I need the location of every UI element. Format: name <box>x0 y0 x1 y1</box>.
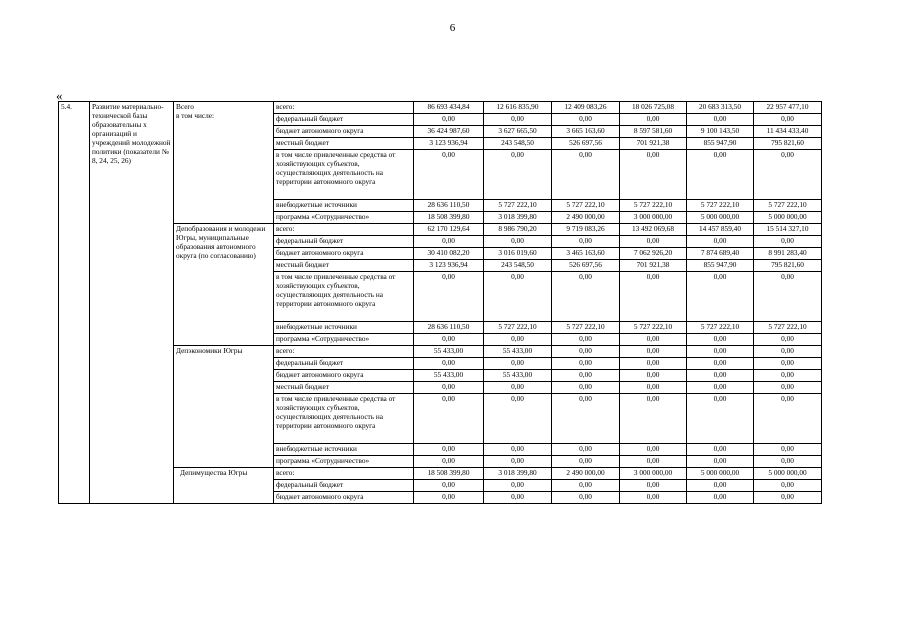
funding-source: бюджет автономного округа <box>274 126 414 138</box>
amount-cell: 9 100 143,50 <box>687 126 754 138</box>
amount-cell: 0,00 <box>754 456 822 468</box>
amount-cell: 0,00 <box>414 492 484 504</box>
amount-cell: 0,00 <box>687 150 754 200</box>
amount-cell: 55 433,00 <box>484 370 552 382</box>
executor-cell: Всего в том числе: <box>174 102 274 224</box>
opening-quote-mark: « <box>56 88 63 103</box>
amount-cell: 18 508 399,80 <box>414 212 484 224</box>
amount-cell: 0,00 <box>552 370 620 382</box>
amount-cell: 5 727 222,10 <box>484 322 552 334</box>
amount-cell: 243 548,50 <box>484 138 552 150</box>
amount-cell: 7 874 689,40 <box>687 248 754 260</box>
funding-source: всего: <box>274 468 414 480</box>
amount-cell: 0,00 <box>484 236 552 248</box>
amount-cell: 0,00 <box>687 236 754 248</box>
amount-cell: 0,00 <box>552 334 620 346</box>
amount-cell: 0,00 <box>552 272 620 322</box>
funding-source: внебюджетные источники <box>274 444 414 456</box>
amount-cell: 0,00 <box>754 444 822 456</box>
table-row <box>59 102 822 114</box>
funding-source: местный бюджет <box>274 138 414 150</box>
amount-cell: 0,00 <box>484 492 552 504</box>
amount-cell: 7 062 926,20 <box>620 248 687 260</box>
amount-cell: 3 000 000,00 <box>620 212 687 224</box>
amount-cell: 0,00 <box>687 346 754 358</box>
funding-source: местный бюджет <box>274 382 414 394</box>
amount-cell: 701 921,38 <box>620 138 687 150</box>
amount-cell: 0,00 <box>414 272 484 322</box>
amount-cell: 0,00 <box>552 236 620 248</box>
funding-source: в том числе привлеченные средства от хозяйствующих субъектов, осуществляющих деятельность на территории автономного округа <box>274 272 414 322</box>
amount-cell: 0,00 <box>552 492 620 504</box>
amount-cell: 5 727 222,10 <box>687 322 754 334</box>
amount-cell: 18 026 725,08 <box>620 102 687 114</box>
amount-cell: 0,00 <box>687 492 754 504</box>
amount-cell: 526 697,56 <box>552 260 620 272</box>
amount-cell: 0,00 <box>754 114 822 126</box>
amount-cell: 9 719 083,26 <box>552 224 620 236</box>
amount-cell: 0,00 <box>484 444 552 456</box>
funding-source: федеральный бюджет <box>274 114 414 126</box>
amount-cell: 0,00 <box>687 480 754 492</box>
amount-cell: 0,00 <box>687 382 754 394</box>
amount-cell: 55 433,00 <box>414 370 484 382</box>
amount-cell: 0,00 <box>620 480 687 492</box>
amount-cell: 243 548,50 <box>484 260 552 272</box>
amount-cell: 0,00 <box>620 370 687 382</box>
amount-cell: 28 636 110,50 <box>414 200 484 212</box>
amount-cell: 0,00 <box>414 334 484 346</box>
amount-cell: 526 697,56 <box>552 138 620 150</box>
amount-cell: 12 616 835,90 <box>484 102 552 114</box>
amount-cell: 0,00 <box>754 382 822 394</box>
amount-cell: 0,00 <box>754 346 822 358</box>
amount-cell: 0,00 <box>754 480 822 492</box>
amount-cell: 0,00 <box>687 334 754 346</box>
amount-cell: 0,00 <box>414 236 484 248</box>
amount-cell: 0,00 <box>620 358 687 370</box>
amount-cell: 5 727 222,10 <box>687 200 754 212</box>
amount-cell: 0,00 <box>414 358 484 370</box>
amount-cell: 855 947,90 <box>687 138 754 150</box>
amount-cell: 0,00 <box>552 456 620 468</box>
amount-cell: 0,00 <box>552 382 620 394</box>
amount-cell: 5 000 000,00 <box>687 468 754 480</box>
amount-cell: 0,00 <box>754 358 822 370</box>
funding-source: программа «Сотрудничество» <box>274 334 414 346</box>
funding-source: бюджет автономного округа <box>274 492 414 504</box>
row-number: 5.4. <box>59 102 90 504</box>
amount-cell: 0,00 <box>620 492 687 504</box>
amount-cell: 3 627 665,50 <box>484 126 552 138</box>
amount-cell: 11 434 433,40 <box>754 126 822 138</box>
amount-cell: 62 170 129,64 <box>414 224 484 236</box>
amount-cell: 5 000 000,00 <box>687 212 754 224</box>
amount-cell: 0,00 <box>754 394 822 444</box>
amount-cell: 855 947,90 <box>687 260 754 272</box>
amount-cell: 5 000 000,00 <box>754 468 822 480</box>
amount-cell: 5 727 222,10 <box>754 322 822 334</box>
amount-cell: 0,00 <box>620 456 687 468</box>
amount-cell: 28 636 110,50 <box>414 322 484 334</box>
amount-cell: 0,00 <box>754 334 822 346</box>
amount-cell: 0,00 <box>414 382 484 394</box>
table-row <box>59 468 822 480</box>
funding-source: в том числе привлеченные средства от хозяйствующих субъектов, осуществляющих деятельность на территории автономного округа <box>274 394 414 444</box>
funding-source: внебюджетные источники <box>274 322 414 334</box>
funding-source: в том числе привлеченные средства от хозяйствующих субъектов, осуществляющих деятельность на территории автономного округа <box>274 150 414 200</box>
amount-cell: 0,00 <box>414 114 484 126</box>
amount-cell: 5 000 000,00 <box>754 212 822 224</box>
funding-source: бюджет автономного округа <box>274 370 414 382</box>
amount-cell: 5 727 222,10 <box>552 200 620 212</box>
funding-source: всего: <box>274 102 414 114</box>
amount-cell: 2 490 000,00 <box>552 212 620 224</box>
amount-cell: 0,00 <box>552 358 620 370</box>
funding-source: федеральный бюджет <box>274 480 414 492</box>
funding-source: всего: <box>274 224 414 236</box>
amount-cell: 3 123 936,94 <box>414 138 484 150</box>
amount-cell: 3 000 000,00 <box>620 468 687 480</box>
amount-cell: 0,00 <box>484 382 552 394</box>
funding-source: бюджет автономного округа <box>274 248 414 260</box>
amount-cell: 55 433,00 <box>484 346 552 358</box>
funding-source: всего: <box>274 346 414 358</box>
funding-source: местный бюджет <box>274 260 414 272</box>
executor-cell: Депэкономики Югры <box>174 346 274 468</box>
amount-cell: 3 465 163,60 <box>552 248 620 260</box>
amount-cell: 0,00 <box>754 272 822 322</box>
amount-cell: 0,00 <box>484 358 552 370</box>
amount-cell: 795 821,60 <box>754 138 822 150</box>
amount-cell: 701 921,38 <box>620 260 687 272</box>
amount-cell: 0,00 <box>552 444 620 456</box>
amount-cell: 5 727 222,10 <box>552 322 620 334</box>
amount-cell: 0,00 <box>484 272 552 322</box>
amount-cell: 0,00 <box>620 150 687 200</box>
amount-cell: 13 492 069,68 <box>620 224 687 236</box>
amount-cell: 0,00 <box>687 272 754 322</box>
amount-cell: 8 991 283,40 <box>754 248 822 260</box>
funding-source: программа «Сотрудничество» <box>274 212 414 224</box>
amount-cell: 8 597 581,60 <box>620 126 687 138</box>
amount-cell: 0,00 <box>687 358 754 370</box>
amount-cell: 0,00 <box>754 492 822 504</box>
amount-cell: 18 508 399,80 <box>414 468 484 480</box>
page-number: 6 <box>449 22 456 34</box>
amount-cell: 0,00 <box>552 346 620 358</box>
amount-cell: 795 821,60 <box>754 260 822 272</box>
amount-cell: 0,00 <box>414 456 484 468</box>
funding-source: федеральный бюджет <box>274 236 414 248</box>
amount-cell: 30 410 082,20 <box>414 248 484 260</box>
amount-cell: 0,00 <box>687 114 754 126</box>
amount-cell: 0,00 <box>620 346 687 358</box>
activity-name: Развитие материально-технической базы образовательны х организаций и учреждений молодежной политики (показатели № 8, 24, 25, 26) <box>90 102 174 504</box>
amount-cell: 5 727 222,10 <box>484 200 552 212</box>
amount-cell: 0,00 <box>484 394 552 444</box>
amount-cell: 15 514 327,10 <box>754 224 822 236</box>
amount-cell: 0,00 <box>484 334 552 346</box>
amount-cell: 0,00 <box>620 382 687 394</box>
amount-cell: 2 490 000,00 <box>552 468 620 480</box>
amount-cell: 0,00 <box>687 456 754 468</box>
amount-cell: 0,00 <box>620 236 687 248</box>
amount-cell: 0,00 <box>484 480 552 492</box>
executor-cell: Депимущества Югры <box>174 468 274 504</box>
amount-cell: 86 693 434,84 <box>414 102 484 114</box>
amount-cell: 0,00 <box>754 370 822 382</box>
amount-cell: 0,00 <box>754 150 822 200</box>
amount-cell: 0,00 <box>414 444 484 456</box>
amount-cell: 0,00 <box>620 114 687 126</box>
table-row <box>59 224 822 236</box>
amount-cell: 0,00 <box>552 394 620 444</box>
amount-cell: 3 665 163,60 <box>552 126 620 138</box>
amount-cell: 3 123 936,94 <box>414 260 484 272</box>
amount-cell: 5 727 222,10 <box>620 322 687 334</box>
amount-cell: 36 424 987,60 <box>414 126 484 138</box>
amount-cell: 55 433,00 <box>414 346 484 358</box>
executor-cell: Депобразования и молодежи Югры, муниципальные образования автономного округа (по согласованию) <box>174 224 274 346</box>
amount-cell: 0,00 <box>687 370 754 382</box>
amount-cell: 0,00 <box>620 334 687 346</box>
amount-cell: 0,00 <box>484 150 552 200</box>
amount-cell: 0,00 <box>552 114 620 126</box>
amount-cell: 12 409 083,26 <box>552 102 620 114</box>
amount-cell: 0,00 <box>687 444 754 456</box>
amount-cell: 8 986 790,20 <box>484 224 552 236</box>
amount-cell: 0,00 <box>552 150 620 200</box>
funding-source: внебюджетные источники <box>274 200 414 212</box>
amount-cell: 3 018 399,80 <box>484 468 552 480</box>
amount-cell: 0,00 <box>414 480 484 492</box>
amount-cell: 5 727 222,10 <box>754 200 822 212</box>
amount-cell: 14 457 859,40 <box>687 224 754 236</box>
amount-cell: 0,00 <box>484 456 552 468</box>
amount-cell: 0,00 <box>414 150 484 200</box>
budget-table <box>58 101 822 504</box>
amount-cell: 22 957 477,10 <box>754 102 822 114</box>
amount-cell: 0,00 <box>414 394 484 444</box>
amount-cell: 3 018 399,80 <box>484 212 552 224</box>
amount-cell: 0,00 <box>552 480 620 492</box>
amount-cell: 0,00 <box>620 394 687 444</box>
amount-cell: 0,00 <box>687 394 754 444</box>
funding-source: программа «Сотрудничество» <box>274 456 414 468</box>
amount-cell: 0,00 <box>620 444 687 456</box>
amount-cell: 0,00 <box>484 114 552 126</box>
amount-cell: 20 683 313,50 <box>687 102 754 114</box>
amount-cell: 0,00 <box>620 272 687 322</box>
amount-cell: 0,00 <box>754 236 822 248</box>
funding-source: федеральный бюджет <box>274 358 414 370</box>
table-row <box>59 346 822 358</box>
amount-cell: 3 016 019,60 <box>484 248 552 260</box>
amount-cell: 5 727 222,10 <box>620 200 687 212</box>
